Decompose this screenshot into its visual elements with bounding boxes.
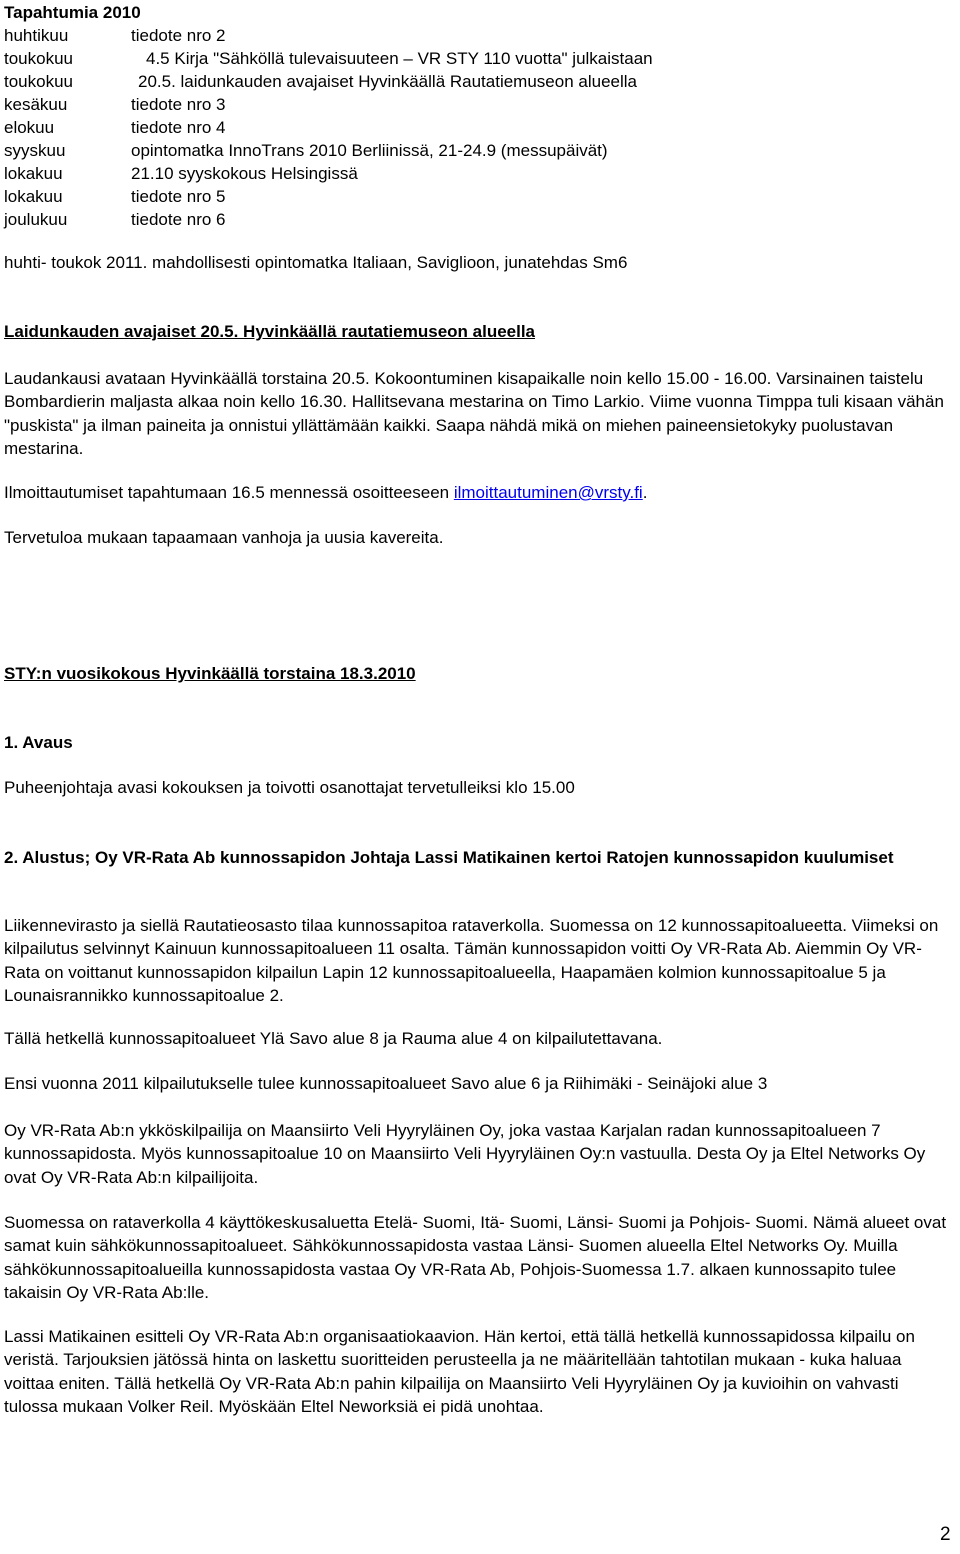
event-text: 21.10 syyskokous Helsingissä [131,164,358,183]
paragraph-2: Tällä hetkellä kunnossapitoalueet Ylä Savo alue 8 ja Rauma alue 4 on kilpailutettavana. [4,1029,663,1048]
page-number: 2 [940,1524,951,1545]
event-text: tiedote nro 2 [131,26,226,45]
registration-suffix: . [642,483,648,502]
welcome-text: Tervetuloa mukaan tapaamaan vanhoja ja uusia kavereita. [4,528,444,547]
event-text: tiedote nro 3 [131,95,226,114]
paragraph-3: Ensi vuonna 2011 kilpailutukselle tulee kunnossapitoalueet Savo alue 6 ja Riihimäki - Seinäjoki alue 3 [4,1074,768,1093]
item1-title: 1. Avaus [4,733,73,752]
event-month: toukokuu [4,49,73,68]
event-month: joulukuu [4,210,68,229]
registration-email-link[interactable]: ilmoittautuminen@vrsty.fi [453,483,643,502]
event-month: kesäkuu [4,95,68,114]
laidun-heading: Laidunkauden avajaiset 20.5. Hyvinkäällä rautatiemuseon alueella [4,322,536,341]
item1-text: Puheenjohtaja avasi kokouksen ja toivotti osanottajat tervetulleiksi klo 15.00 [4,778,575,797]
paragraph-1: Liikennevirasto ja siellä Rautatieosasto tilaa kunnossapitoa rataverkolla. Suomessa on 12 kunnossapitoalueetta. Viimeksi on kilpailutus selvinnyt Kainuun kunnossapitoalueen 11 osalta. Tämän kunnossapidon voitti Oy VR-Rata Ab. Aiemmin Oy VR-Rata on voittanut kunnossapidon kilpailun Lapin 12 kunnossapitoalueella, Haapamäen kolmion kunnossapitoalue 5 ja Lounaisrannikko kunnossapitoalue 2. [4,916,939,1006]
event-text: tiedote nro 6 [131,210,226,229]
paragraph-5: Suomessa on rataverkolla 4 käyttökeskusaluetta Etelä- Suomi, Itä- Suomi, Länsi- Suomi ja Pohjois- Suomi. Nämä alueet ovat samat kuin sähkökunnossapitoalueet. Sähkökunnossapidosta vastaa Länsi- Suomen alueella Eltel Networks Oy. Muilla sähkökunnossapitoalueilla kunnossapidosta vastaa Oy VR-Rata Ab, Pohjois-Suomessa 1.7. alkaen kunnossapito tulee takaisin Oy VR-Rata Ab:lle. [4,1213,947,1303]
laidun-paragraph: Laudankausi avataan Hyvinkäällä torstaina 20.5. Kokoontuminen kisapaikalle noin kello 15.00 - 16.00. Varsinainen taistelu Bombardierin maljasta alkaa noin kello 16.30. Hallitsevana mestarina on Timo Larkio. Viime vuonna Timppa tuli kisaan vähän "puskista" ja ilman paineita ja onnistui yllättämään kaikki. Saapa nähdä mikä on miehen paineensietokyky puolustavan mestarina. [4,369,944,459]
event-text: 4.5 Kirja "Sähköllä tulevaisuuteen – VR STY 110 vuotta" julkaistaan [146,49,653,68]
meeting-heading: STY:n vuosikokous Hyvinkäällä torstaina 18.3.2010 [4,664,416,683]
future-event: huhti- toukok 2011. mahdollisesti opintomatka Italiaan, Saviglioon, junatehdas Sm6 [4,253,628,272]
registration-line [4,483,647,503]
paragraph-6: Lassi Matikainen esitteli Oy VR-Rata Ab:n organisaatiokaavion. Hän kertoi, että tällä hetkellä kunnossapidossa kilpailu on veristä. Tarjouksien jätössä hinta on laskettu suoritteiden perusteella ja ne määritellään tahtotilan mukaan - kuka haluaa voittaa eniten. Tällä hetkellä Oy VR-Rata Ab:n pahin kilpailija on Maansiirto Veli Hyyryläinen Oy ja kuvioihin on vahvasti tulossa mukaan Volker Reil. Myöskään Eltel Neworksiä ei pidä unohtaa. [4,1327,915,1417]
event-month: toukokuu [4,72,73,91]
event-month: huhtikuu [4,26,69,45]
paragraph-4: Oy VR-Rata Ab:n ykköskilpailija on Maansiirto Veli Hyyryläinen Oy, joka vastaa Karjalan radan kunnossapitoalueen 7 kunnossapidosta. Myös kunnossapitoalue 10 on Maansiirto Veli Hyyryläinen Oy:n vastuulla. Desta Oy ja Eltel Networks Oy ovat Oy VR-Rata Ab:n kilpailijoita. [4,1121,926,1187]
event-text: 20.5. laidunkauden avajaiset Hyvinkäällä Rautatiemuseon alueella [138,72,637,91]
registration-text: Ilmoittautumiset tapahtumaan 16.5 mennessä osoitteeseen [4,483,454,502]
event-text: opintomatka InnoTrans 2010 Berliinissä, 21-24.9 (messupäivät) [131,141,608,160]
event-month: elokuu [4,118,55,137]
event-month: syyskuu [4,141,66,160]
event-month: lokakuu [4,164,63,183]
item2-title: 2. Alustus; Oy VR-Rata Ab kunnossapidon Johtaja Lassi Matikainen kertoi Ratojen kunnossapidon kuulumiset [4,848,894,867]
event-text: tiedote nro 4 [131,118,226,137]
event-month: lokakuu [4,187,63,206]
event-text: tiedote nro 5 [131,187,226,206]
events-title: Tapahtumia 2010 [4,3,141,22]
